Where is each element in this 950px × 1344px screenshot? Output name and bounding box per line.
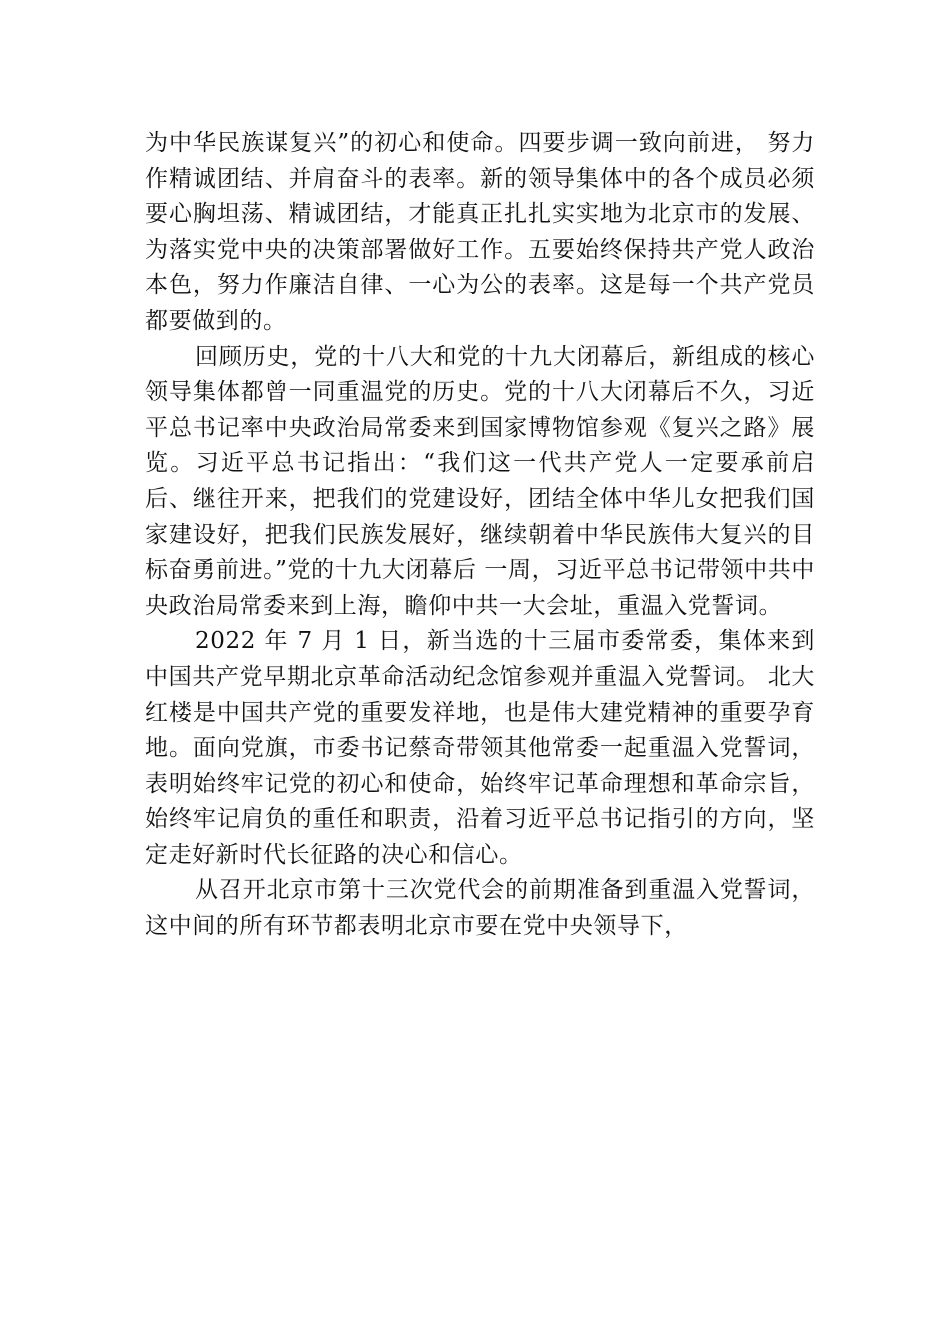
document-body xyxy=(145,126,815,945)
paragraph-3: 2022 年 7 月 1 日，新当选的十三届市委常委，集体来到中国共产党早期北京革命活动纪念馆参观并重温入党誓词。 北大红楼是中国共产党的重要发祥地，也是伟大建党精神的重要孕育地。面向党旗，市委书记蔡奇带领其他常委一起重温入党誓词，表明始终牢记党的初心和使命，始终牢记革命理想和革命宗旨，始终牢记肩负的重任和职责，沿着习近平总书记指引的方向，坚定走好新时代长征路的决心和信心。 xyxy=(145,628,815,868)
paragraph-1: 为中华民族谋复兴”的初心和使命。四要步调一致向前进， 努力作精诚团结、并肩奋斗的表率。新的领导集体中的各个成员必须要心胸坦荡、精诚团结，才能真正扎扎实实地为北京市的发展、为落实党中央的决策部署做好工作。五要始终保持共产党人政治本色，努力作廉洁自律、一心为公的表率。这是每一个共产党员都要做到的。 xyxy=(145,130,815,334)
paragraph-2: 回顾历史，党的十八大和党的十九大闭幕后，新组成的核心领导集体都曾一同重温党的历史。党的十八大闭幕后不久，习近平总书记率中央政治局常委来到国家博物馆参观《复兴之路》展览。习近平总书记指出：“我们这一代共产党人一定要承前启后、继往开来，把我们的党建设好，团结全体中华儿女把我们国家建设好，把我们民族发展好，继续朝着中华民族伟大复兴的目标奋勇前进。”党的十九大闭幕后 一周，习近平总书记带领中共中央政治局常委来到上海，瞻仰中共一大会址，重温入党誓词。 xyxy=(145,343,815,619)
paragraph-4: 从召开北京市第十三次党代会的前期准备到重温入党誓词，这中间的所有环节都表明北京市要在党中央领导下， xyxy=(145,877,815,940)
